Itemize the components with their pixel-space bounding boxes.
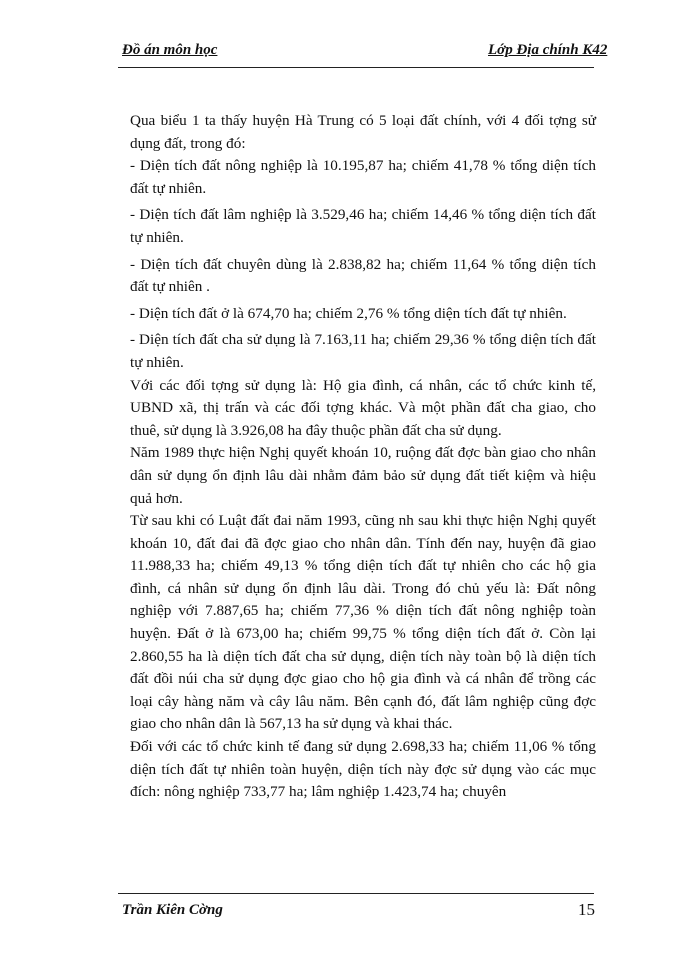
paragraph-forestry-land: - Diện tích đất lâm nghiệp là 3.529,46 ha; chiếm 14,46 % tổng diện tích đất tự nhiên. bbox=[130, 206, 596, 246]
paragraph-residential-land: - Diện tích đất ở là 674,70 ha; chiếm 2,76 % tổng diện tích đất tự nhiên. bbox=[130, 304, 567, 322]
paragraph-land-users: Với các đối tợng sử dụng là: Hộ gia đình, cá nhân, các tổ chức kinh tế, UBND xã, thị trấn và các đối tợng khác. Và một phần đất cha giao, cho thuê, sử dụng là 3.926,08 ha đây thuộc phần đất cha sử dụng. bbox=[130, 376, 596, 439]
paragraph-economic-organizations: Đối với các tổ chức kinh tế đang sử dụng 2.698,33 ha; chiếm 11,06 % tổng diện tích đất tự nhiên toàn huyện, diện tích này đợc sử dụng vào các mục đích: nông nghiệp 733,77 ha; lâm nghiệp 1.423,74 ha; chuyên bbox=[130, 738, 596, 801]
paragraph-resolution-10: Năm 1989 thực hiện Nghị quyết khoán 10, ruộng đất đợc bàn giao cho nhân dân sử dụng ổn định lâu dài nhằm đảm bảo sử dụng đất tiết kiệm và hiệu quả hơn. bbox=[130, 444, 596, 507]
footer-divider bbox=[118, 893, 594, 894]
paragraph-agricultural-land: - Diện tích đất nông nghiệp là 10.195,87 ha; chiếm 41,78 % tổng diện tích đất tự nhiên. bbox=[130, 157, 596, 197]
header-class-name: Lớp Địa chính K42 bbox=[488, 42, 608, 58]
header-divider bbox=[118, 67, 594, 68]
paragraph-specialized-land: - Diện tích đất chuyên dùng là 2.838,82 ha; chiếm 11,64 % tổng diện tích đất tự nhiên . bbox=[130, 255, 596, 296]
paragraph-intro: Qua biểu 1 ta thấy huyện Hà Trung có 5 loại đất chính, với 4 đối tợng sử dụng đất, trong đó: bbox=[130, 112, 596, 152]
paragraph-unused-land: - Diện tích đất cha sử dụng là 7.163,11 ha; chiếm 29,36 % tổng diện tích đất tự nhiên. bbox=[130, 331, 596, 371]
paragraph-land-law-1993: Từ sau khi có Luật đất đai năm 1993, cũng nh sau khi thực hiện Nghị quyết khoán 10, đất đai đã đợc giao cho nhân dân. Tính đến nay, huyện đã giao 11.988,33 ha; chiếm 49,13 % tổng diện tích đất tự nhiên cho các hộ gia đình, cá nhân sử dụng ổn định lâu dài. Trong đó chủ yếu là: Đất nông nghiệp với 7.887,65 ha; chiếm 77,36 % diện tích đất nông nghiệp toàn huyện. Đất ở là 673,00 ha; chiếm 99,75 % tổng diện tích đất ở. Còn lại 2.860,55 ha là diện tích đất cha sử dụng, diện tích này toàn bộ là diện tích đất đồi núi cha sử dụng đợc giao cho hộ gia đình và cá nhân để trồng các loại cây hàng năm và cây lâu năm. Bên cạnh đó, đất lâm nghiệp cũng đợc giao cho nhân dân là 567,13 ha sử dụng và khai thác. bbox=[130, 512, 596, 733]
page-number: 15 bbox=[578, 900, 595, 919]
body-text bbox=[130, 110, 596, 804]
footer-author: Trần Kiên Cờng bbox=[122, 902, 223, 918]
header-course-title: Đồ án môn học bbox=[122, 42, 218, 58]
